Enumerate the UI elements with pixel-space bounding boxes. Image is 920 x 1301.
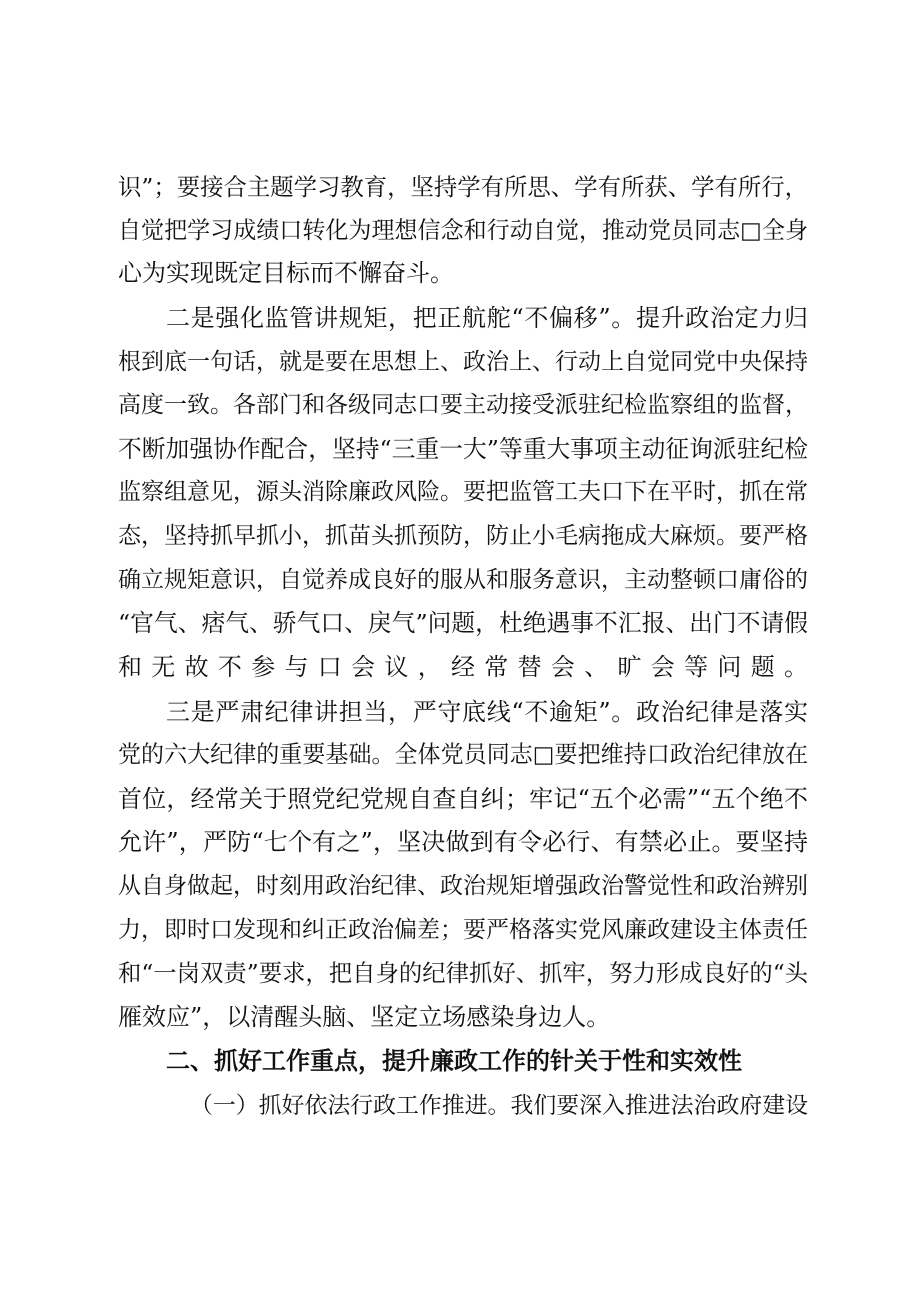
text-line: 党的六大纪律的重要基础。全体党员同志□要把维持口政治纪律放在 bbox=[118, 742, 808, 768]
text-line: （一）抓好依法行政工作推进。我们要深入推进法治政府建设 bbox=[190, 1093, 808, 1119]
text-line: 确立规矩意识，自觉养成良好的服从和服务意识，主动整顿口庸俗的 bbox=[118, 567, 808, 593]
section-heading: 二、抓好工作重点，提升廉政工作的针关于性和实效性 bbox=[166, 1047, 742, 1075]
text-line: 从自身做起，时刻用政治纪律、政治规矩增强政治警觉性和政治辨别 bbox=[118, 873, 808, 899]
text-line: 允许”，严防“七个有之”，坚决做到有令必行、有禁必止。要坚持 bbox=[118, 828, 808, 856]
text-line: 根到底一句话，就是要在思想上、政治上、行动上自觉同党中央保持 bbox=[118, 349, 808, 375]
text-line: 力，即时口发现和纠正政治偏差；要严格落实党风廉政建设主体责任 bbox=[118, 917, 808, 943]
text-line: 高度一致。各部门和各级同志口要主动接受派驻纪检监察组的监督， bbox=[118, 392, 808, 418]
text-line: 三是严肃纪律讲担当，严守底线“不逾矩”。政治纪律是落实 bbox=[166, 698, 808, 726]
text-line: 识”；要接合主题学习教育，坚持学有所思、学有所获、学有所行， bbox=[118, 173, 808, 201]
text-line: 监察组意见，源头消除廉政风险。要把监管工夫口下在平时，抓在常 bbox=[118, 479, 808, 505]
text-line: 不断加强协作配合，坚持“三重一大”等重大事项主动征询派驻纪检 bbox=[118, 435, 808, 463]
text-line: 和“一岗双责”要求，把自身的纪律抓好、抓牢，努力形成良好的“头 bbox=[118, 959, 808, 987]
text-line: 态，坚持抓早抓小，抓苗头抓预防，防止小毛病拖成大麻烦。要严格 bbox=[118, 523, 808, 549]
text-line: 雁效应”，以清醒头脑、坚定立场感染身边人。 bbox=[118, 1003, 611, 1031]
text-line: “官气、痞气、骄气口、戾气”问题，杜绝遇事不汇报、出门不请假 bbox=[118, 609, 808, 637]
text-line: 自觉把学习成绩口转化为理想信念和行动自觉，推动党员同志□全身 bbox=[118, 218, 808, 244]
text-line: 首位，经常关于照党纪党规自查自纠；牢记“五个必需”“五个绝不 bbox=[118, 785, 808, 813]
text-line: 二是强化监管讲规矩，把正航舵“不偏移”。提升政治定力归 bbox=[166, 304, 808, 332]
text-line: 心为实现既定目标而不懈奋斗。 bbox=[118, 259, 454, 287]
text-line: 和无故不参与口会议，经常替会、旷会等问题。 bbox=[118, 653, 808, 681]
